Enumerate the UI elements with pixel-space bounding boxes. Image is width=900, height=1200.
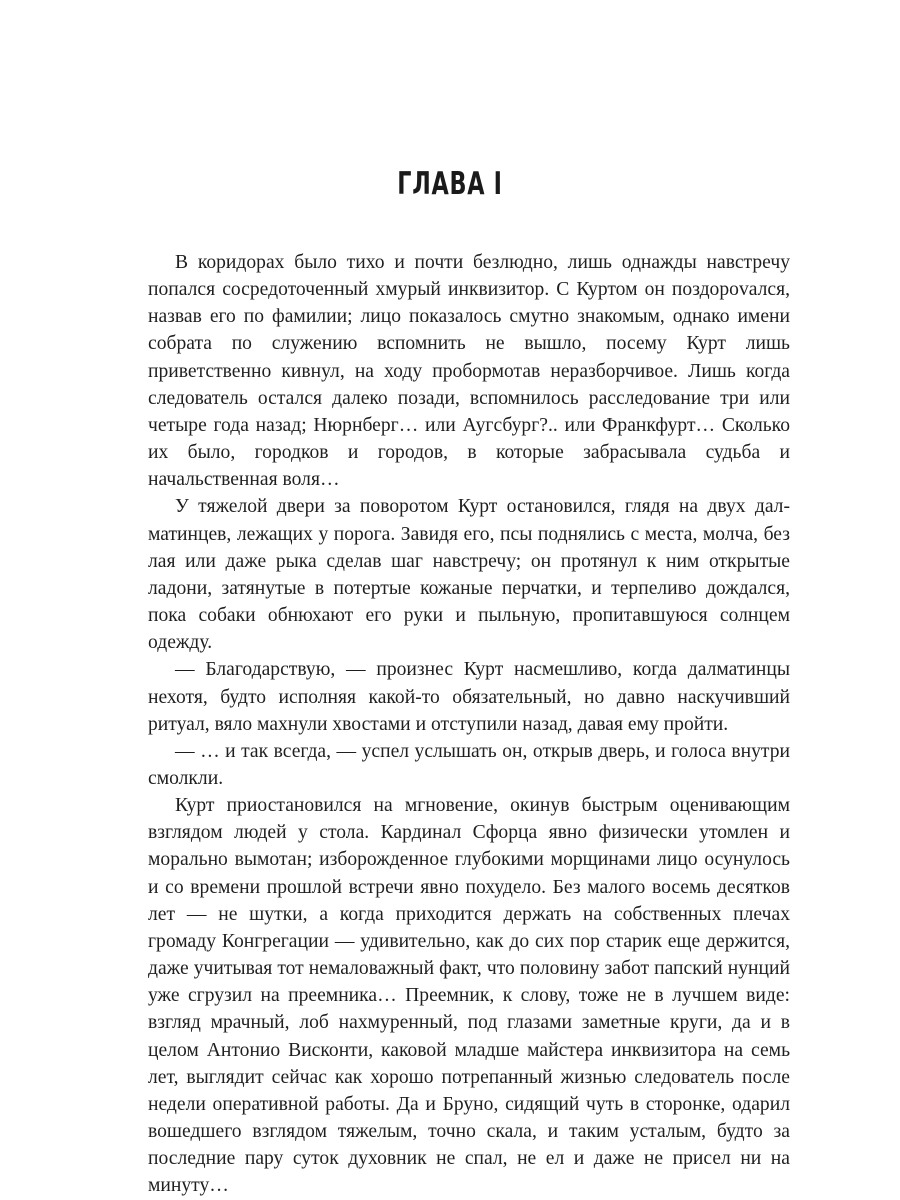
paragraph: У тяжелой двери за поворотом Курт остановился, глядя на двух далматинцев, лежащих у порога. Завидя его, псы поднялись с места, молча, без лая или даже рыка сделав шаг навстречу; он протянул к ним открытые ладони, затянутые в потертые кожаные перчатки, и терпеливо дождался, пока собаки обнюхают его руки и пыльную, пропитавшуюся солнцем одежду. bbox=[148, 496, 790, 654]
paragraph: — Благодарствую, — произнес Курт насмешливо, когда далматинцы нехотя, будто исполняя какой-то обязательный, но давно наскучивший ритуал, вяло махнули хвостами и отступили назад, давая ему пройти. bbox=[148, 659, 790, 735]
chapter-body bbox=[148, 249, 790, 1199]
chapter-title: ГЛАВА I bbox=[397, 166, 503, 202]
paragraph: Курт приостановился на мгновение, окинув быстрым оценивающим взглядом людей у стола. Кардинал Сфорца явно физически утомлен и морально вымотан; изборожденное глубокими морщинами лицо осунулось и со времени прошлой встречи явно похудело. Без малого восемь десятков лет — не шутки, а когда приходится держать на собственных плечах громаду Конгрегации — удивительно, как до сих пор старик еще держится, даже учитывая тот немаловажный факт, что половину забот папский нунций уже сгрузил на преемника… Преемник, к слову, тоже не в лучшем виде: взгляд мрачный, лоб нахмуренный, под глазами заметные круги, да и в целом Антонио Висконти, каковой младше майстера инквизитора на семь лет, выглядит сейчас как хорошо потрепанный жизнью следователь после недели оперативной работы. Да и Бруно, сидящий чуть в сторонке, одарил вошедшего взглядом тяжелым, точно скала, и таким усталым, будто за последние пару суток духовник не спал, не ел и даже не присел ни на минуту… bbox=[148, 795, 790, 1197]
paragraph: — … и так всегда, — успел услышать он, открыв дверь, и голоса внутри смолкли. bbox=[148, 740, 790, 789]
paragraph: В коридорах было тихо и почти безлюдно, лишь однажды навстречу попался сосредоточенный хмурый инквизитор. С Куртом он поздороvался, назвав его по фамилии; лицо показалось смутно знакомым, однако имени собрата по служению вспомнить не вышло, посему Курт лишь приветственно кивнул, на ходу пробормотав неразборчивое. Лишь когда следователь остался далеко позади, вспомнилось расследование три или четыре года назад; Нюрнберг… или Аугсбург?.. или Франкфурт… Сколько их было, городков и городов, в которые забрасывала судьба и начальственная воля… bbox=[148, 252, 790, 491]
